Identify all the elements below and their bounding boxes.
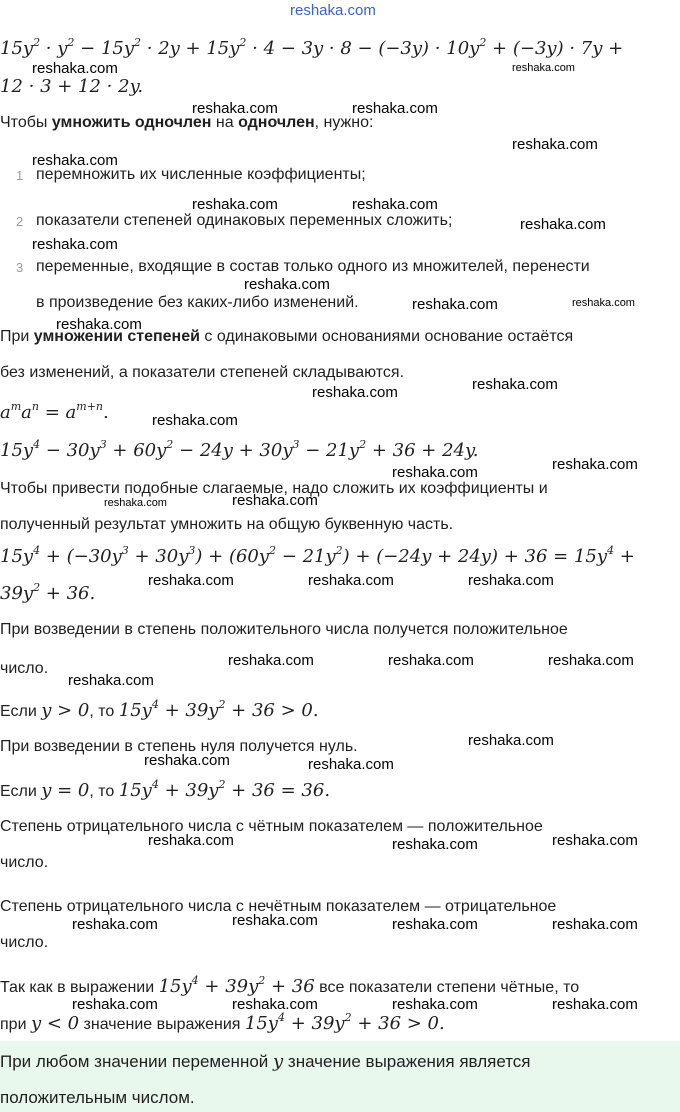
watermark[interactable]: reshaka.com [232,996,318,1013]
watermark[interactable]: reshaka.com [552,916,638,933]
case-zero: Если y = 0, то $15y^4 + 39y^2 + 36 = 36$. [0,778,331,801]
watermark[interactable]: reshaka.com [472,376,558,393]
conclusion-text-line2: положительным числом. [0,1088,195,1107]
watermark[interactable]: reshaka.com [392,916,478,933]
paragraph-even-power: Степень отрицательного числа с чётным показателем — положительное [0,818,543,835]
conclusion-text: При любом значении переменной y значение выражения является [0,1051,531,1072]
watermark[interactable]: reshaka.com [392,836,478,853]
power-formula: $a^ma^n = a^{m+n}$. [0,400,109,423]
watermark[interactable]: reshaka.com [308,572,394,589]
watermark[interactable]: reshaka.com [56,316,142,333]
rule-power-multiplication-line2: без изменений, а показатели степеней складываются. [0,364,405,381]
paragraph-odd-power-line2: число. [0,934,49,951]
watermark[interactable]: reshaka.com [68,672,154,689]
list-number: 3 [16,260,24,275]
paragraph-positive: При возведении в степень положительного числа получется положительное [0,621,568,638]
watermark[interactable]: reshaka.com [232,492,318,509]
list-number: 2 [16,214,24,229]
equation-grouped-line1: $15y^4 + (-30y^3 + 30y^3) + (60y^2 - 21y^2) + (-24y + 24y) + 36 = 15y^4$ + [0,544,635,567]
equation-multiplied: $15y^4 - 30y^3 + 60y^2 - 24y + 30y^3 - 21y^2 + 36 + 24y$. [0,438,479,461]
watermark[interactable]: reshaka.com [32,60,118,77]
watermark[interactable]: reshaka.com [72,916,158,933]
watermark[interactable]: reshaka.com [144,752,230,769]
list-item: показатели степеней одинаковых переменных сложить; [36,212,453,229]
watermark[interactable]: reshaka.com [468,732,554,749]
watermark[interactable]: reshaka.com [148,832,234,849]
watermark[interactable]: reshaka.com [72,996,158,1013]
watermark[interactable]: reshaka.com [388,652,474,669]
paragraph-even-power-line2: число. [0,854,49,871]
list-item-continuation: в произведение без каких-либо изменений. [36,294,359,311]
list-item: перемножить их численные коэффициенты; [36,166,366,183]
watermark[interactable]: reshaka.com [192,100,278,117]
equation-expanded-line2: 12 · 3 + 12 · 2y. [0,76,144,97]
watermark[interactable]: reshaka.com [228,652,314,669]
paragraph-odd-power: Степень отрицательного числа с нечётным показателем — отрицательное [0,898,557,915]
watermark[interactable]: reshaka.com [548,652,634,669]
paragraph-since-line2: при y < 0 значение выражения $15y^4 + 39y^2 + 36 > 0$. [0,1011,445,1034]
rule-monomial-multiplication: Чтобы умножить одночлен на одночлен, нужно: [0,114,374,131]
watermark[interactable]: reshaka.com [352,100,438,117]
equation-grouped-line2: $39y^2 + 36$. [0,581,96,604]
watermark[interactable]: reshaka.com [244,276,330,293]
rule-like-terms: Чтобы привести подобные слагаемые, надо сложить их коэффициенты и [0,480,548,497]
watermark[interactable]: reshaka.com [148,572,234,589]
watermark[interactable]: reshaka.com [512,136,598,153]
watermark[interactable]: reshaka.com [152,412,238,429]
watermark[interactable]: reshaka.com [468,572,554,589]
watermark[interactable]: reshaka.com [552,456,638,473]
watermark[interactable]: reshaka.com [352,196,438,213]
watermark[interactable]: reshaka.com [32,152,118,169]
case-positive: Если y > 0, то $15y^4 + 39y^2 + 36 > 0$. [0,698,319,721]
rule-like-terms-line2: полученный результат умножить на общую буквенную часть. [0,516,454,533]
watermark[interactable]: reshaka.com [520,216,606,233]
list-item: переменные, входящие в состав только одного из множителей, перенести [36,258,590,275]
watermark[interactable]: reshaka.com [552,832,638,849]
watermark[interactable]: reshaka.com [412,296,498,313]
paragraph-positive-line2: число. [0,660,49,677]
list-number: 1 [16,168,24,183]
watermark[interactable]: reshaka.com [312,384,398,401]
paragraph-zero: При возведении в степень нуля получется нуль. [0,738,358,755]
rule-power-multiplication: При умножении степеней с одинаковыми основаниями основание остаётся [0,328,574,345]
watermark[interactable]: reshaka.com [392,464,478,481]
watermark[interactable]: reshaka.com [552,996,638,1013]
site-watermark-top[interactable]: reshaka.com [290,2,376,19]
watermark[interactable]: reshaka.com [392,996,478,1013]
watermark[interactable]: reshaka.com [572,297,635,309]
watermark[interactable]: reshaka.com [192,196,278,213]
watermark[interactable]: reshaka.com [32,236,118,253]
paragraph-since: Так как в выражении $15y^4 + 39y^2 + 36$ все показатели степени чётные, то [0,974,580,997]
watermark[interactable]: reshaka.com [232,912,318,929]
watermark[interactable]: reshaka.com [308,756,394,773]
equation-expanded-line1: $15y^2 \cdot y^2 - 15y^2 \cdot 2y + 15y^2 \cdot 4 - 3y \cdot 8 - (-3y) \cdot 10y^2 + (-3y) \cdot 7y$ + [0,36,624,59]
watermark[interactable]: reshaka.com [104,497,167,509]
watermark[interactable]: reshaka.com [512,62,575,74]
